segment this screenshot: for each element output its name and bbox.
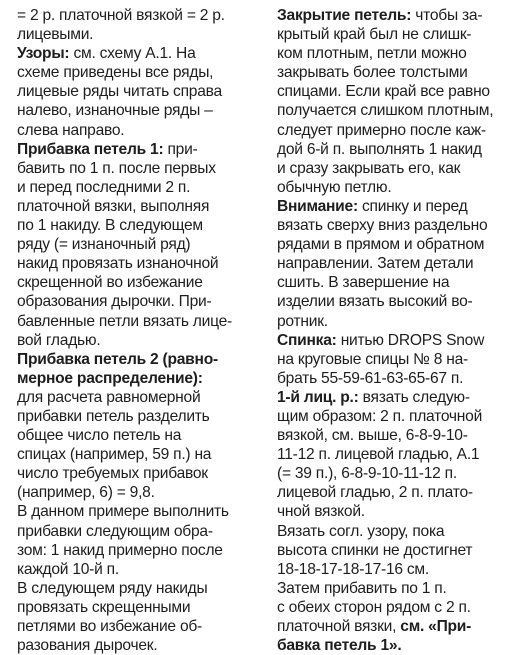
- right-column-line: [277, 159, 517, 178]
- text-segment: следует примерно после каж-: [277, 121, 486, 139]
- right-column-line: [277, 178, 517, 197]
- right-column-line: [277, 522, 517, 541]
- right-column-line: [277, 216, 517, 235]
- text-segment: спицах (например, 59 п.) на: [17, 446, 212, 464]
- right-column-line: [277, 445, 517, 464]
- left-column-line: [17, 44, 262, 63]
- left-column-line: [17, 636, 262, 655]
- right-column-line: [277, 388, 517, 407]
- text-segment: на круговые спицы № 8 на-: [277, 350, 468, 368]
- text-segment: накид провязать изнаночной: [17, 255, 219, 273]
- text-segment: число требуемых прибавок: [17, 465, 208, 483]
- right-column-line: [277, 25, 517, 44]
- text-segment: для расчета равномерной: [17, 388, 201, 406]
- left-column-line: [17, 350, 262, 369]
- left-text-column: [17, 6, 262, 655]
- text-segment: общее число петель на: [17, 427, 182, 445]
- right-column-line: [277, 483, 517, 502]
- text-segment: платочной вязки, выполняя: [17, 197, 210, 215]
- left-column-line: [17, 388, 262, 407]
- text-segment: закрывать более толстыми: [277, 64, 468, 82]
- text-segment: и перед последними 2 п.: [17, 178, 191, 196]
- text-segment: и сразу закрывать его, как: [277, 159, 461, 177]
- right-column-line: [277, 617, 517, 636]
- bold-text-segment: Спинка:: [277, 331, 337, 349]
- text-segment: Вязать согл. узору, пока: [277, 522, 445, 540]
- text-segment: обычную петлю.: [277, 178, 392, 196]
- right-column-line: [277, 292, 517, 311]
- text-segment: В следующем ряду накиды: [17, 579, 208, 597]
- text-segment: сшить. В завершение на: [277, 274, 450, 292]
- text-segment: прибавки петель разделить: [17, 407, 210, 425]
- text-segment: каждой 10-й п.: [17, 560, 119, 578]
- left-column-line: [17, 140, 262, 159]
- left-column-line: [17, 178, 262, 197]
- right-column-line: [277, 101, 517, 120]
- text-segment: прибавки следующим обра-: [17, 522, 213, 540]
- text-segment: вязкой, см. выше, 6-8-9-10-: [277, 427, 468, 445]
- text-segment: крытый край был не слишк-: [277, 26, 472, 44]
- left-column-line: [17, 312, 262, 331]
- text-segment: чной вязкой.: [277, 503, 365, 521]
- text-segment: получается слишком плотным,: [277, 102, 494, 120]
- text-segment: схеме приведены все ряды,: [17, 64, 214, 82]
- text-segment: изделии вязать высокий во-: [277, 293, 473, 311]
- text-segment: ком плотным, петли можно: [277, 45, 467, 63]
- right-column-line: [277, 350, 517, 369]
- text-segment: петлями во избежание об-: [17, 618, 202, 635]
- text-segment: зом: 1 накид примерно после: [17, 541, 223, 559]
- left-column-line: [17, 369, 262, 388]
- text-segment: скрещенной во избежание: [17, 274, 203, 292]
- left-column-line: [17, 522, 262, 541]
- text-segment: по 1 накиду. В следующем: [17, 217, 203, 235]
- right-text-column: [277, 6, 517, 655]
- text-segment: лицевыми.: [17, 26, 94, 44]
- text-segment: = 2 р. платочной вязкой = 2 р.: [17, 7, 225, 24]
- right-column-line: [277, 636, 517, 655]
- right-column-line: [277, 273, 517, 292]
- bold-text-segment: Прибавка петель 1:: [17, 140, 164, 158]
- right-column-line: [277, 598, 517, 617]
- bold-text-segment: бавка петель 1».: [277, 637, 402, 655]
- right-column-line: [277, 369, 517, 388]
- right-column-line: [277, 502, 517, 521]
- left-column-line: [17, 560, 262, 579]
- right-column-line: [277, 197, 517, 216]
- text-segment: брать 55-59-61-63-65-67 п.: [277, 369, 464, 387]
- text-segment: высота спинки не достигнет: [277, 541, 473, 559]
- text-segment: налево, изнаночные ряды –: [17, 102, 213, 120]
- right-column-line: [277, 331, 517, 350]
- left-column-line: [17, 216, 262, 235]
- text-segment: бавить по 1 п. после первых: [17, 159, 216, 177]
- left-column-line: [17, 235, 262, 254]
- right-column-line: [277, 63, 517, 82]
- left-column-line: [17, 407, 262, 426]
- text-segment: дой 6-й п. выполнять 1 накид: [277, 140, 482, 158]
- text-segment: вязать следую-: [358, 388, 470, 406]
- text-segment: рядами в прямом и обратном: [277, 236, 485, 254]
- text-segment: лицевые ряды читать справа: [17, 83, 222, 101]
- text-segment: (например, 6) = 9,8.: [17, 484, 155, 502]
- text-segment: ротник.: [277, 312, 328, 330]
- text-segment: ряду (= изнаночный ряд): [17, 236, 191, 254]
- left-column-line: [17, 292, 262, 311]
- bold-text-segment: мерное распределение):: [17, 369, 203, 387]
- text-segment: вой гладью.: [17, 331, 101, 349]
- text-segment: слева направо.: [17, 121, 125, 139]
- text-segment: провязать скрещенными: [17, 598, 191, 616]
- right-column-line: [277, 254, 517, 273]
- right-column-line: [277, 312, 517, 331]
- right-column-line: [277, 464, 517, 483]
- text-segment: платочной вязки,: [277, 618, 401, 635]
- text-segment: спицами. Если край все равно: [277, 83, 490, 101]
- text-segment: спинку и перед: [357, 197, 468, 215]
- text-segment: 11-12 п. лицевой гладью, А.1: [277, 446, 480, 464]
- text-segment: при-: [163, 140, 198, 158]
- left-column-line: [17, 63, 262, 82]
- text-segment: направлении. Затем детали: [277, 255, 474, 273]
- bold-text-segment: Прибавка петель 2 (равно-: [17, 350, 218, 368]
- left-column-line: [17, 25, 262, 44]
- text-segment: бавленные петли вязать лице-: [17, 312, 232, 330]
- right-column-line: [277, 579, 517, 598]
- bold-text-segment: 1-й лиц. р.:: [277, 388, 359, 406]
- right-column-line: [277, 121, 517, 140]
- left-column-line: [17, 598, 262, 617]
- text-segment: лицевой гладью, 2 п. плато-: [277, 484, 473, 502]
- left-column-line: [17, 159, 262, 178]
- text-segment: В данном примере выполнить: [17, 503, 229, 521]
- left-column-line: [17, 254, 262, 273]
- text-segment: щим образом: 2 п. платочной: [277, 407, 483, 425]
- text-segment: 18-18-17-18-17-16 см.: [277, 560, 429, 578]
- left-column-line: [17, 464, 262, 483]
- left-column-line: [17, 197, 262, 216]
- right-column-line: [277, 82, 517, 101]
- bold-text-segment: Закрытие петель:: [277, 7, 412, 24]
- right-column-line: [277, 6, 517, 25]
- left-column-line: [17, 541, 262, 560]
- left-column-line: [17, 82, 262, 101]
- right-column-line: [277, 44, 517, 63]
- left-column-line: [17, 502, 262, 521]
- text-segment: разования дырочек.: [17, 637, 158, 655]
- bold-text-segment: Внимание:: [277, 197, 358, 215]
- text-segment: см. схему А.1. На: [69, 45, 196, 63]
- text-segment: образования дырочки. При-: [17, 293, 212, 311]
- left-column-line: [17, 101, 262, 120]
- left-column-line: [17, 273, 262, 292]
- left-column-line: [17, 617, 262, 636]
- left-column-line: [17, 426, 262, 445]
- right-column-line: [277, 407, 517, 426]
- right-column-line: [277, 541, 517, 560]
- right-column-line: [277, 140, 517, 159]
- right-column-line: [277, 560, 517, 579]
- left-column-line: [17, 483, 262, 502]
- left-column-line: [17, 331, 262, 350]
- left-column-line: [17, 6, 262, 25]
- bold-text-segment: см. «При-: [400, 618, 472, 635]
- text-segment: вязать сверху вниз раздельно: [277, 217, 488, 235]
- right-column-line: [277, 426, 517, 445]
- right-column-line: [277, 235, 517, 254]
- text-segment: с обеих сторон рядом с 2 п.: [277, 598, 471, 616]
- left-column-line: [17, 121, 262, 140]
- text-segment: (= 39 п.), 6-8-9-10-11-12 п.: [277, 465, 457, 483]
- left-column-line: [17, 445, 262, 464]
- bold-text-segment: Узоры:: [17, 45, 70, 63]
- left-column-line: [17, 579, 262, 598]
- text-segment: нитью DROPS Snow: [336, 331, 485, 349]
- text-segment: Затем прибавить по 1 п.: [277, 579, 447, 597]
- text-segment: чтобы за-: [411, 7, 483, 24]
